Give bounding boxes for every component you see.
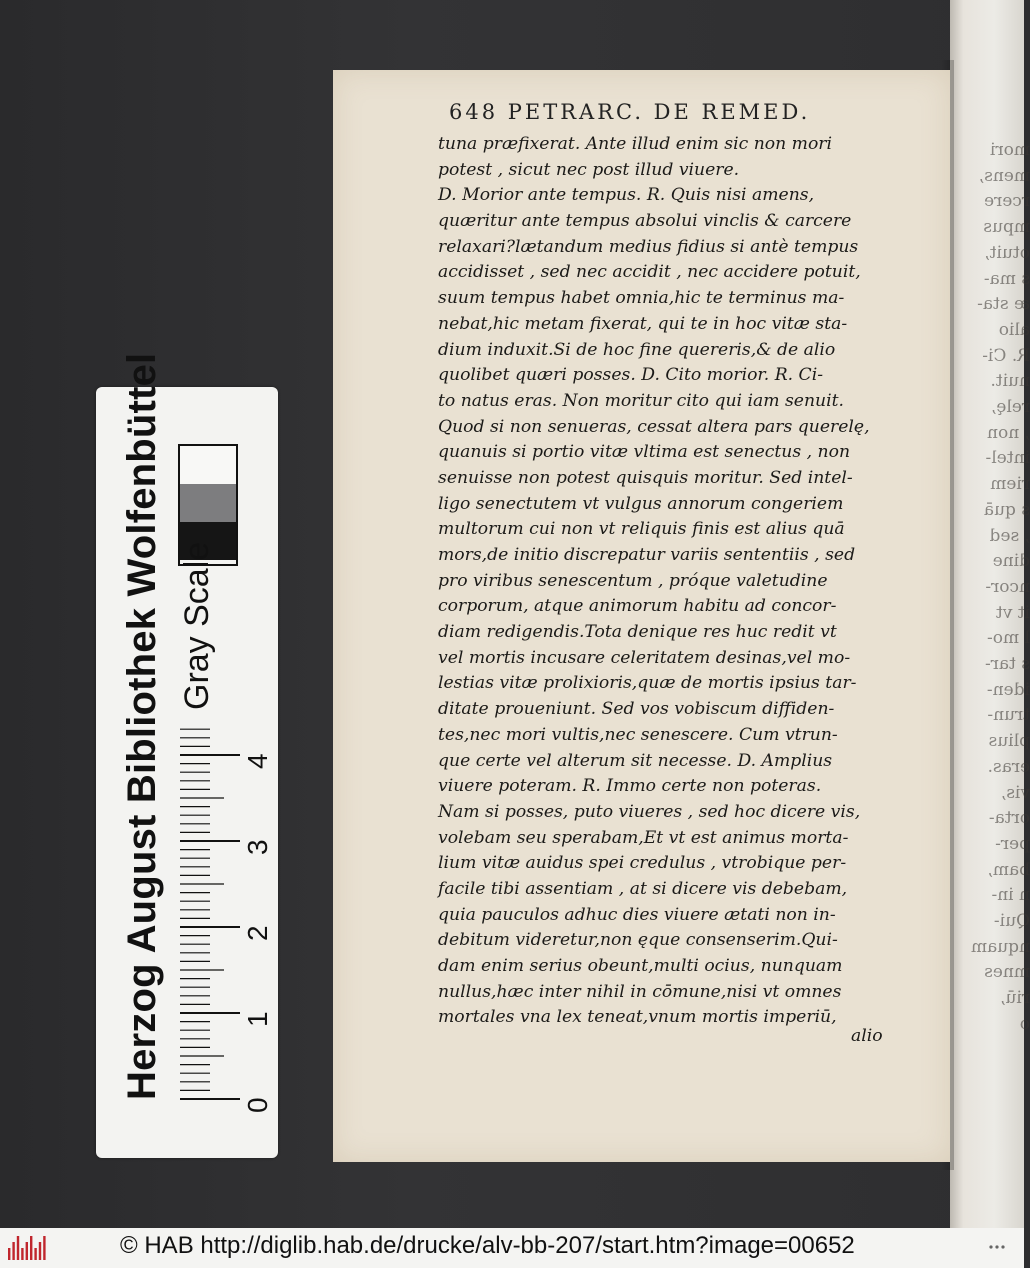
text-line: quanuis si portio vitæ vltima est senectus , non bbox=[438, 442, 851, 463]
text-line: nebat,hic metam fixerat, qui te in hoc vitæ sta- bbox=[438, 313, 848, 334]
text-line: debitum videretur,non ęque consenserim.Qui- bbox=[438, 930, 838, 951]
book-page bbox=[333, 70, 950, 1162]
ruler-title: Herzog August Bibliothek Wolfenbüttel bbox=[120, 352, 164, 1100]
facing-page-fragment: R. Ci- bbox=[982, 345, 1030, 366]
copyright-url: © HAB http://diglib.hab.de/drucke/alv-bb-207/start.htm?image=00652 bbox=[120, 1232, 855, 1259]
facing-page-edge bbox=[950, 0, 1030, 1228]
text-line: nullus,hæc inter nihil in cōmune,nisi vt omnes bbox=[438, 981, 842, 1002]
text-line: facile tibi assentiam , at si dicere vis debebam, bbox=[438, 878, 848, 899]
text-line: D. Morior ante tempus. R. Quis nisi amens, bbox=[438, 185, 815, 206]
text-line: potest , sicut nec post illud viuere. bbox=[438, 159, 740, 180]
facing-page-fragment: dine bbox=[992, 551, 1030, 572]
text-line: mors,de initio discrepatur variis sententiis , sed bbox=[438, 545, 856, 565]
text-line: to natus eras. Non moritur cito qui iam senuit. bbox=[438, 390, 844, 411]
white-swatch bbox=[180, 446, 236, 484]
text-line: mortales vna lex teneat,vnum mortis imperiū, bbox=[438, 1007, 837, 1028]
facing-page-fragment: l mo- bbox=[987, 628, 1030, 649]
text-line: accidisset , sed nec accidit , nec accidere potuit, bbox=[438, 262, 861, 283]
ruler-number: 4 bbox=[242, 753, 273, 769]
facing-page-fragment: mnes bbox=[984, 962, 1030, 983]
facing-page-fragment: bam, bbox=[987, 859, 1030, 880]
text-line: Quod si non senueras, cessat altera pars querelę, bbox=[438, 416, 870, 437]
text-line: senuisse non potest quisquis moritur. Sed intel- bbox=[438, 467, 853, 488]
text-line: lestias vitæ prolixioris,quæ de mortis ipsius tar- bbox=[438, 673, 857, 694]
text-line: corporum, atque animorum habitu ad concor- bbox=[438, 596, 837, 617]
ruler-number: 0 bbox=[242, 1097, 273, 1113]
facing-page-fragment: s quā bbox=[983, 499, 1030, 520]
facing-page-fragment: trun- bbox=[987, 705, 1030, 726]
facing-page-fragment: alio bbox=[998, 319, 1030, 340]
text-line: tuna præfixerat. Ante illud enim sic non mori bbox=[438, 134, 833, 154]
facing-page-fragment: it vt bbox=[995, 602, 1030, 623]
facing-page-fragment: orta- bbox=[988, 808, 1030, 829]
facing-page-fragment: relę, bbox=[990, 397, 1030, 417]
facing-page-fragment: vis, bbox=[1000, 782, 1030, 803]
facing-page-fragment: s tar- bbox=[985, 654, 1030, 674]
text-line: ligo senectutem vt vulgus annorum congeriem bbox=[438, 493, 844, 514]
text-line: quia pauculos adhuc dies viuere ætati non in- bbox=[438, 904, 836, 925]
facing-page-fragment: mori bbox=[990, 140, 1030, 160]
facing-page-fragment: , non bbox=[987, 422, 1030, 443]
facing-page-fragment: ncor- bbox=[985, 576, 1030, 597]
text-line: pro viribus senescentum , próque valetudine bbox=[438, 570, 828, 591]
text-line: quæritur ante tempus absolui vinclis & carcere bbox=[438, 211, 852, 232]
hab-logo-icon bbox=[6, 1234, 48, 1262]
text-line: relaxari?lætandum medius fidius si antè tempus bbox=[438, 236, 859, 257]
text-line: suum tempus habet omnia,hic te terminus ma- bbox=[438, 288, 845, 309]
text-line: lium vitæ auidus spei credulus , vtrobique per- bbox=[438, 853, 847, 874]
facing-page-fragment: n in- bbox=[991, 885, 1030, 906]
facing-page-fragment: , sed bbox=[989, 525, 1030, 546]
ruler-number: 1 bbox=[242, 1011, 273, 1027]
facing-page-fragment: iden- bbox=[986, 679, 1030, 700]
facing-page-fragment: æ sta- bbox=[977, 294, 1030, 315]
facing-page-fragment: riem bbox=[990, 474, 1030, 495]
catchword: alio bbox=[851, 1026, 883, 1046]
ruler-ticks bbox=[180, 727, 240, 1099]
text-line: ditate proueniunt. Sed vos vobiscum diffiden- bbox=[438, 699, 835, 720]
text-line: viuere poteram. R. Immo certe non poteras. bbox=[438, 776, 822, 797]
text-line: quolibet quæri posses. D. Cito morior. R. Ci- bbox=[438, 365, 824, 386]
text-line: multorum cui non vt reliquis finis est alius quā bbox=[438, 519, 845, 540]
page-text bbox=[438, 132, 933, 1031]
text-line: volebam seu sperabam,Et vt est animus morta- bbox=[438, 827, 849, 848]
facing-page-fragment: mens, bbox=[978, 165, 1030, 186]
facing-page-fragment: s ma- bbox=[983, 268, 1030, 289]
facing-page-fragment: plius bbox=[988, 731, 1030, 752]
running-head: 648 PETRARC. DE REMED. bbox=[449, 100, 811, 124]
ruler-number: 2 bbox=[242, 925, 273, 941]
facing-page-fragment: riū, bbox=[1000, 988, 1030, 1009]
text-line: que certe vel alterum sit necesse. D. Amplius bbox=[438, 750, 833, 771]
facing-page-fragment: rcere bbox=[984, 191, 1030, 212]
text-line: vel mortis incusare celeritatem desinas,vel mo- bbox=[438, 647, 851, 668]
gray-scale-label: Gray Scale bbox=[178, 541, 216, 710]
text-line: dam enim serius obeunt,multi ocius, nunquam bbox=[438, 956, 843, 976]
footer-bar bbox=[0, 1228, 1024, 1268]
facing-page-fragment: eras. bbox=[987, 756, 1030, 777]
facing-page-fragment: per- bbox=[995, 833, 1030, 854]
facing-page-fragment: o bbox=[1019, 1013, 1030, 1034]
facing-page-fragment: nquam bbox=[970, 936, 1030, 957]
facing-page-fragment: intel- bbox=[985, 448, 1030, 469]
text-line: dium induxit.Si de hoc fine quereris,& de alio bbox=[438, 339, 836, 360]
text-line: diam redigendis.Tota denique res huc redit vt bbox=[438, 622, 837, 643]
facing-page-fragment: nuit. bbox=[990, 371, 1030, 392]
facing-page-fragment: mpus bbox=[983, 217, 1030, 238]
dots-icon bbox=[988, 1242, 1008, 1252]
text-line: Nam si posses, puto viueres , sed hoc dicere vis, bbox=[438, 801, 861, 822]
facing-page-fragment: otuit, bbox=[984, 242, 1030, 263]
text-line: tes,nec mori vultis,nec senescere. Cum vtrun- bbox=[438, 724, 838, 745]
ruler-number: 3 bbox=[242, 839, 273, 855]
facing-page-fragment: Qui- bbox=[993, 911, 1030, 931]
